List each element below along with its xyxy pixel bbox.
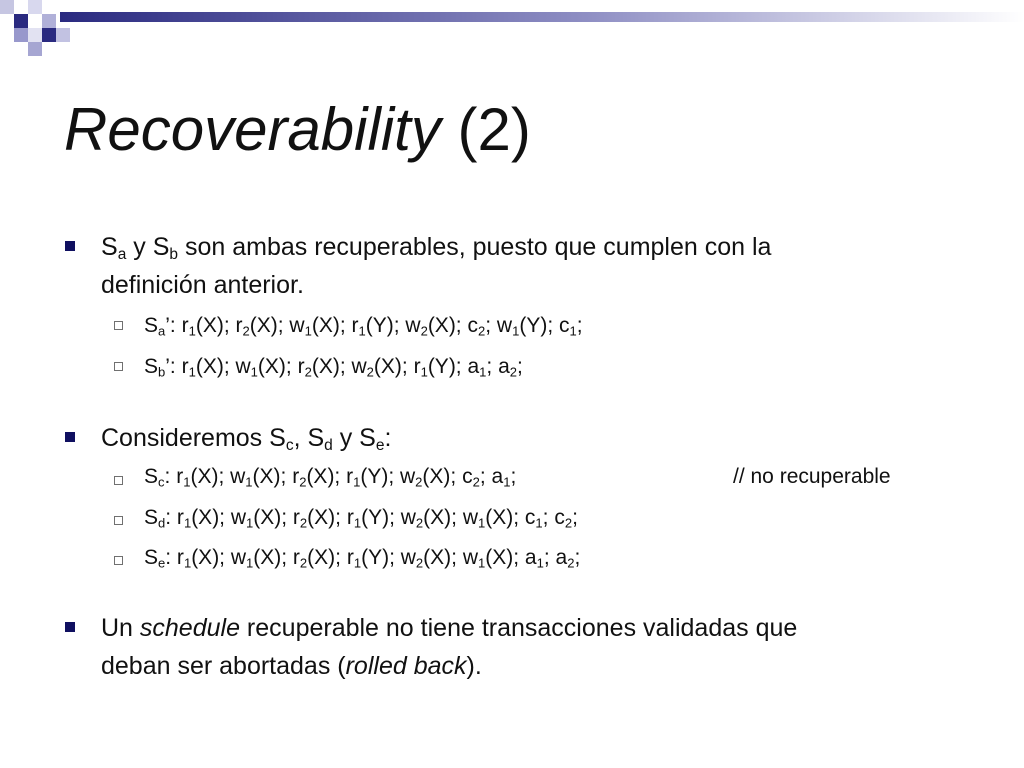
bullet-square-icon [65,432,75,442]
sub-bullet-square-icon [114,516,123,525]
bullet2-line: Consideremos $S_c$, $S_d$ y $S_e$: [101,424,392,454]
sub-bullet-square-icon [114,476,123,485]
comment-no-recuperable: // no recuperable [733,465,891,488]
schedule-sd: $S_d$: $r_1(X)$; $w_1(X)$; $r_2(X)$; $r_1(Y)$; $w_2(X)$; $w_1(X)$; $c_1$; $c_2$; [144,506,578,531]
sub-bullet-square-icon [114,362,123,371]
sub-bullet-square-icon [114,321,123,330]
title-suffix: (2) [457,96,531,163]
bullet-square-icon [65,241,75,251]
schedule-se: $S_e$: $r_1(X)$; $w_1(X)$; $r_2(X)$; $r_1(Y)$; $w_2(X)$; $w_1(X)$; $a_1$; $a_2$; [144,546,581,571]
sub-bullet-square-icon [114,556,123,565]
title-main: Recoverability [64,96,441,163]
bullet1-line1: $S_a$ y $S_b$ son ambas recuperables, puesto que cumplen con la [101,233,772,263]
bullet1-line2: definición anterior. [101,271,304,299]
bullet3-line2: deban ser abortadas (rolled back). [101,652,482,680]
bullet3-line1: Un schedule recuperable no tiene transacciones validadas que [101,614,798,642]
schedule-sa: $S_a$’: $r_1(X)$; $r_2(X)$; $w_1(X)$; $r_1(Y)$; $w_2(X)$; $c_2$; $w_1(Y)$; $c_1$; [144,314,583,339]
schedule-sb: $S_b$’: $r_1(X)$; $w_1(X)$; $r_2(X)$; $w_2(X)$; $r_1(Y)$; $a_1$; $a_2$; [144,355,523,380]
schedule-sc: $S_c$: $r_1(X)$; $w_1(X)$; $r_2(X)$; $r_1(Y)$; $w_2(X)$; $c_2$; $a_1$; [144,465,517,490]
bullet-square-icon [65,622,75,632]
